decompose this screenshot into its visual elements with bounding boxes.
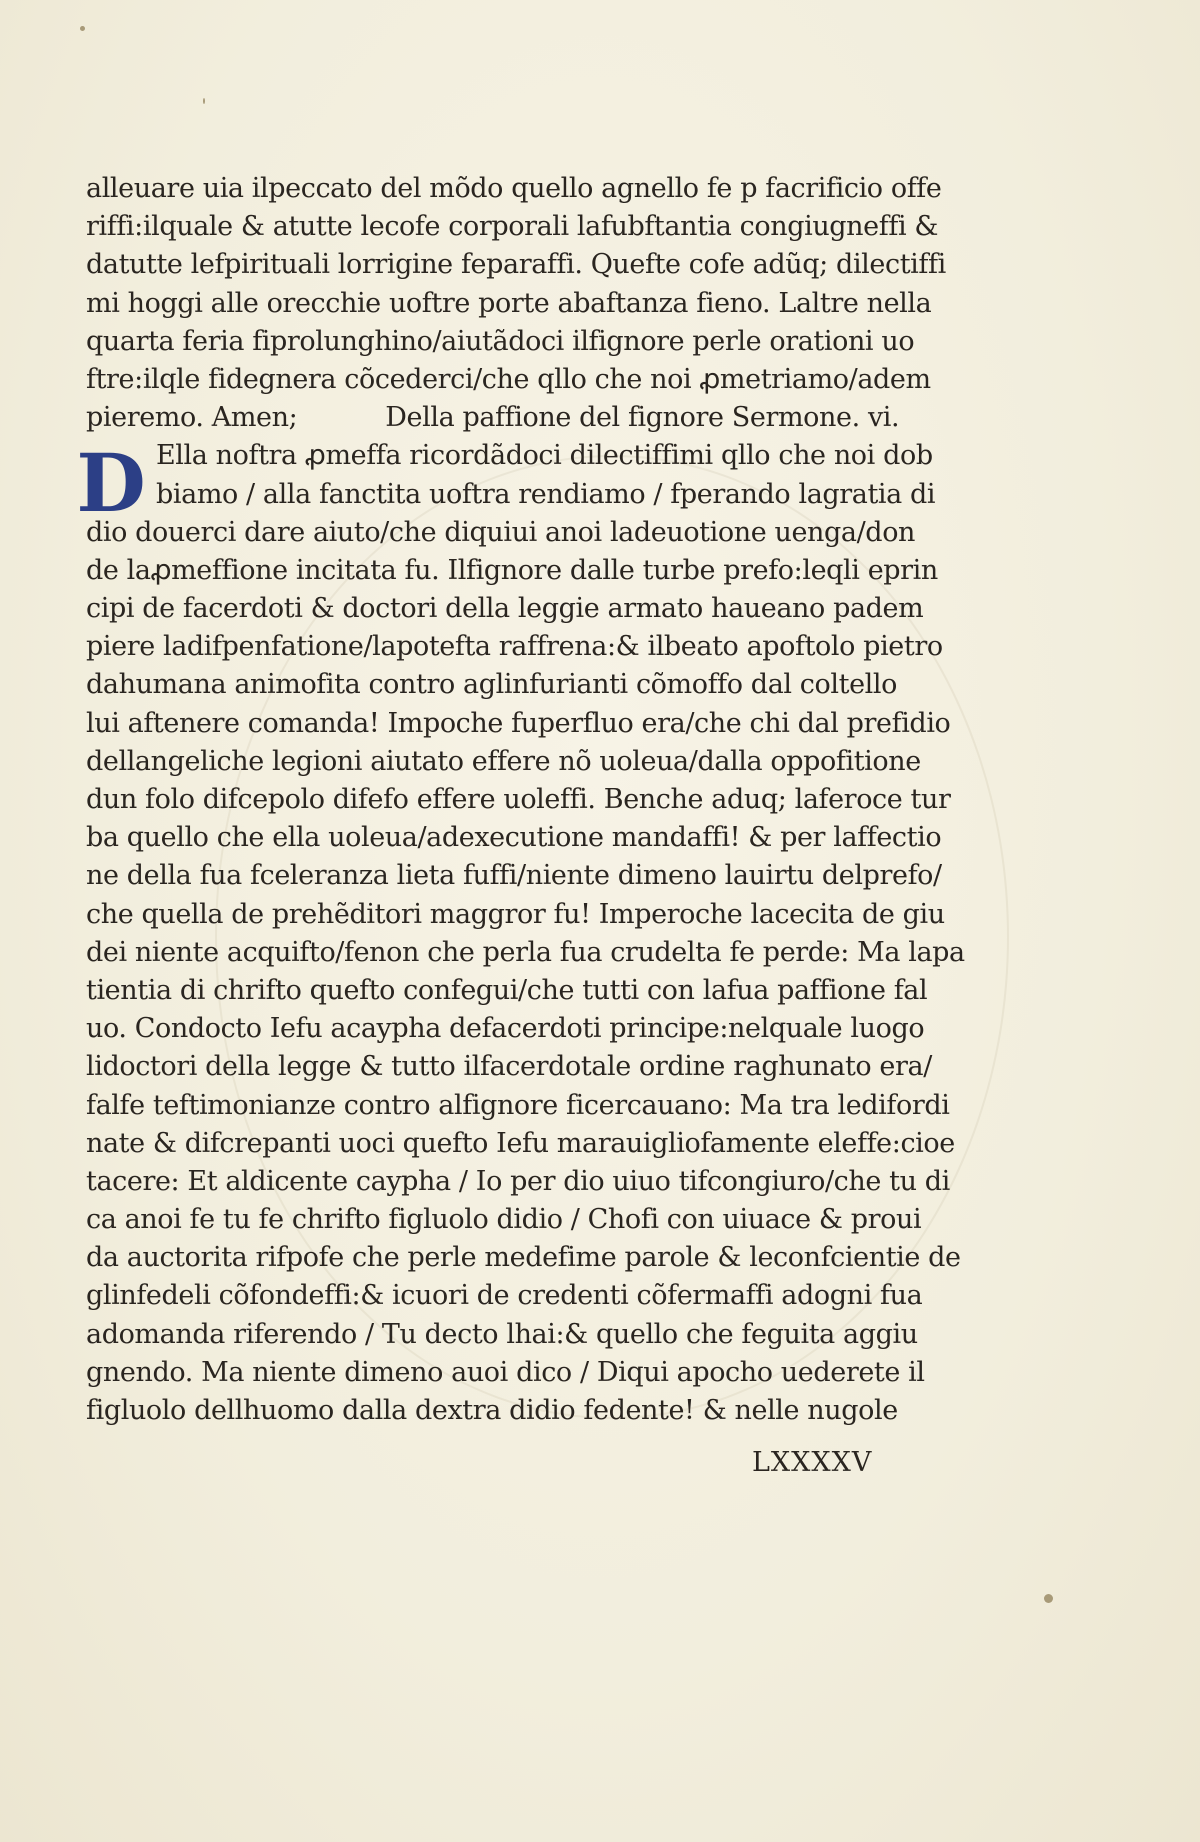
sermon-line: lui aftenere comanda! Impoche fuperfluo era/che chi dal prefidio xyxy=(86,707,951,739)
sermon-line: cipi de facerdoti & doctori della leggie armato haueano padem xyxy=(86,593,924,625)
paper-speck xyxy=(80,26,85,31)
sermon-line: glinfedeli cõfondeffi:& icuori de credenti cõfermaffi adogni fua xyxy=(86,1280,923,1312)
paper-speck xyxy=(203,98,205,104)
sermon-line: dahumana animofita contro aglinfurianti cõmoffo dal coltello xyxy=(86,669,897,701)
folio-number: LXXXXV xyxy=(752,1447,873,1478)
sermon-line: lidoctori della legge & tutto ilfacerdotale ordine raghunato era/ xyxy=(86,1051,932,1083)
sermon-line: dun folo difcepolo difefo effere uoleffi. Benche aduq; laferoce tur xyxy=(86,784,951,815)
sermon-line: de laꝓmeffione incitata fu. Ilfignore dalle turbe prefo:leqli eprin xyxy=(86,554,938,586)
sermon-line: che quella de prehẽditori maggror fu! Imperoche lacecita de giu xyxy=(86,898,945,930)
sermon-line: nate & difcrepanti uoci quefto Iefu marauigliofamente eleffe:cioe xyxy=(86,1127,955,1159)
text-line-with-heading xyxy=(86,399,936,437)
text-line: riffi:ilquale & atutte lecofe corporali lafubftantia congiugneffi & xyxy=(86,211,938,243)
sermon-line: falfe teftimonianze contro alfignore ficercauano: Ma tra ledifordi xyxy=(86,1089,950,1121)
main-text xyxy=(86,170,965,1430)
text-line: pieremo. Amen; xyxy=(86,402,298,434)
sermon-line: dellangeliche legioni aiutato effere nõ uoleua/dalla oppofitione xyxy=(86,745,921,777)
sermon-line: figluolo dellhuomo dalla dextra didio fedente! & nelle nugole xyxy=(86,1395,898,1426)
sermon-line: da auctorita rifpofe che perle medefime parole & leconfcientie de xyxy=(86,1242,961,1274)
sermon-line: dei niente acquifto/fenon che perla fua crudelta fe perde: Ma lapa xyxy=(86,936,965,968)
sermon-line: gnendo. Ma niente dimeno auoi dico / Diqui apocho uederete il xyxy=(86,1356,925,1388)
text-line: datutte lefpirituali lorrigine feparaffi. Quefte cofe adũq; dilectiffi xyxy=(86,249,946,281)
sermon-line: ne della fua fceleranza lieta fuffi/niente dimeno lauirtu delprefo/ xyxy=(86,860,942,892)
decorated-initial: D xyxy=(76,436,146,530)
sermon-line: uo. Condocto Iefu acaypha defacerdoti principe:nelquale luogo xyxy=(86,1013,925,1045)
sermon-heading: Della paffione del fignore Sermone. vi. xyxy=(385,402,900,434)
sermon-line: adomanda riferendo / Tu decto lhai:& quello che feguita aggiu xyxy=(86,1318,918,1350)
sermon-line: dio douerci dare aiuto/che diquiui anoi ladeuotione uenga/don xyxy=(86,516,916,548)
text-line: quarta feria fiprolunghino/aiutãdoci ilfignore perle orationi uo xyxy=(86,325,915,357)
sermon-line: ca anoi fe tu fe chrifto figluolo didio / Chofi con uiuace & proui xyxy=(86,1204,922,1236)
sermon-line: piere ladifpenfatione/lapotefta raffrena:& ilbeato apoftolo pietro xyxy=(86,631,943,663)
paper-speck xyxy=(1044,1594,1053,1603)
sermon-line: ba quello che ella uoleua/adexecutione mandaffi! & per laffectio xyxy=(86,822,942,854)
text-line: alleuare uia ilpeccato del mõdo quello agnello fe p facrificio offe xyxy=(86,173,942,204)
text-line: ftre:ilqle fidegnera cõcederci/che qllo che noi ꝓmetriamo/adem xyxy=(86,363,931,395)
sermon-line: Ella noftra ꝓmeffa ricordãdoci dilectiffimi qllo che noi dob xyxy=(156,440,933,472)
sermon-line: biamo / alla fanctita uoftra rendiamo / fperando lagratia di xyxy=(156,478,936,510)
text-line: mi hoggi alle orecchie uoftre porte abaftanza fieno. Laltre nella xyxy=(86,287,932,319)
sermon-line: tientia di chrifto quefto confegui/che tutti con lafua paffione fal xyxy=(86,974,928,1006)
sermon-line: tacere: Et aldicente caypha / Io per dio uiuo tifcongiuro/che tu di xyxy=(86,1165,950,1197)
